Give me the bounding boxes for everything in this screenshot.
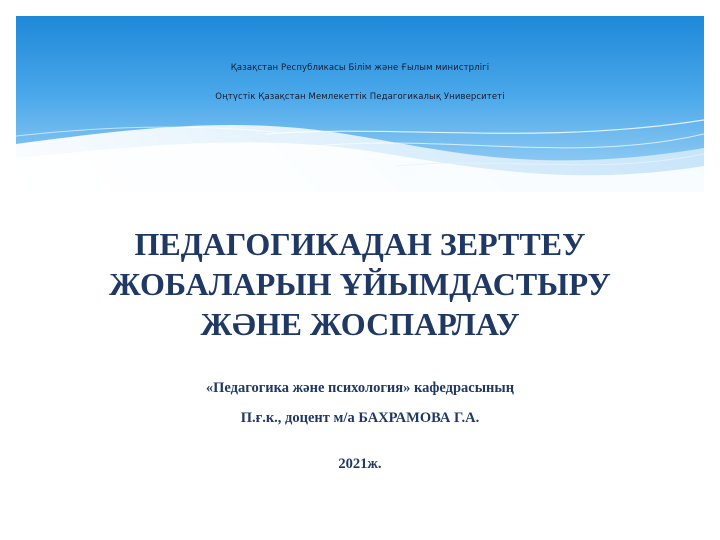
year-label: 2021ж. bbox=[338, 456, 382, 472]
ministry-label: Қазақстан Республикасы Білім және Ғылым министрлігі bbox=[230, 63, 490, 73]
author-label: П.ғ.к., доцент м/а БАХРАМОВА Г.А. bbox=[240, 410, 480, 426]
title-line-1: ПЕДАГОГИКАДАН ЗЕРТТЕУ bbox=[134, 226, 586, 262]
university-label: Оңтүстік Қазақстан Мемлекеттік Педагогикалық Университеті bbox=[215, 92, 505, 102]
header-banner bbox=[16, 16, 704, 192]
title-line-2: ЖОБАЛАРЫН ҰЙЫМДАСТЫРУ bbox=[109, 266, 611, 302]
department-label: «Педагогика және психология» кафедрасының bbox=[205, 380, 515, 396]
banner-background bbox=[16, 16, 704, 192]
title-line-3: ЖӘНЕ ЖОСПАРЛАУ bbox=[200, 306, 520, 342]
slide-title bbox=[40, 224, 680, 344]
